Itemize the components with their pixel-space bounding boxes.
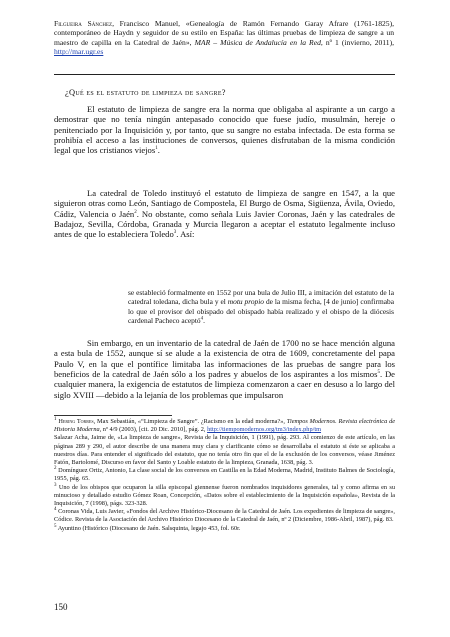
header-issue: , nº 1 (invierno, 2011),	[320, 37, 395, 47]
footnote-3-number: 3	[54, 482, 57, 488]
header-citation: , Francisco Manuel, «Genealogía de Ramón Fernando Garay Afrare (1761-1825), contemporáneo de Haydn y seguidor de su estilo en España: las últimas pruebas de limpieza de sangre a un maestro de capilla en la Catedral de Jaén»,	[54, 19, 395, 47]
quote-text-c: .	[203, 315, 205, 325]
paragraph-2	[54, 188, 395, 240]
paragraph-3-text: Sin embargo, en un inventario de la catedral de Jaén de 1700 no se hace mención alguna a esta bula de 1552, aunque sí se alude a la existencia de otra de 1609, concretamente del papa Paulo V, en la que el pontífice limitaba las informaciones de las pruebas de sangre para los beneficios de la catedral de Jaén sólo a los padres y abuelos de los aspirantes a los mismos	[54, 338, 395, 380]
footnote-2-text: Domínguez Ortiz, Antonio, La clase social de los conversos en Castilla en la Edad Moderna, Madrid, Instituto Balmes de Sociología, 1955, pág. 65.	[54, 467, 395, 483]
footnote-ref-2[interactable]: 2	[134, 209, 137, 215]
quote-text-a: se estableció formalmente en 1552 por una bula de Julio III, a imitación del estatuto de la catedral toledana, dicha bula y el	[128, 288, 394, 307]
paragraph-3	[54, 338, 395, 400]
footnote-1-journal: Tiempos Modernos. Revista electrónica de Historia Moderna	[54, 418, 396, 434]
citation-header	[54, 19, 394, 57]
paragraph-3-text-b: . De cualquier manera, la exigencia de estatutos de limpieza comenzaron a caer en desuso a lo largo del siglo XVIII —debido a la lejanía de los problemas que impulsaron	[54, 369, 395, 400]
paragraph-2-text-b: . No obstante, como señala Luis Javier Coronas, Jaén y las catedrales de Badajoz, Sevilla, Córdoba, Granada y Murcia llegaron a aceptar el estatuto legalmente incluso antes de que lo estableciera Toledo	[54, 208, 395, 240]
footnote-3	[54, 484, 395, 509]
quote-text-b: de la misma fecha, [4 de junio] confirmaba lo que el provisor del obispado del obispado había realizado y el obispo de la diócesis cardenal Pacheco aceptó	[128, 297, 394, 325]
section-title: ¿Qué es el estatuto de limpieza de sangre?	[65, 88, 226, 97]
page-number: 150	[54, 602, 68, 612]
footnote-ref-1[interactable]: 1	[155, 146, 158, 152]
footnote-rule	[54, 415, 172, 416]
header-author: Filgueira Sánchez	[54, 19, 113, 28]
footnote-4-text: Coronas Vida, Luis Javier, «Fondos del Archivo Histórico-Diocesano de la Catedral de Jaén. Los expedientes de limpieza de sangre», Códice. Revista de la Asociación del Archivo Histórico Diocesano de la Catedral de Jaén, nº 2 (Diciembre, 1986-Abril, 1987), pág. 83.	[54, 508, 395, 524]
footnote-2	[54, 467, 395, 483]
paragraph-2-text: La catedral de Toledo instituyó el estatuto de limpieza de sangre en 1547, a la que siguieron otras como León, Santiago de Compostela, El Burgo de Osma, Sigüenza, Ávila, Oviedo, Cádiz, Valencia o Jaén	[54, 188, 395, 219]
footnote-1b: Salazar Acha, Jaime de, «La limpieza de sangre», Revista de la Inquisición, 1 (1991), pág. 293. Al comienzo de este artículo, en las páginas 289 y 290, el autor describe de una manera muy clara y clarificante cómo se desarrollaba el estatuto si éste se aplicaba a nuestros días. Para entender el significado del estatuto, que no tenía otro fin que el de la exclusión de los conversos, véase Jiménez Fatón, Bartolomé, Discurso en favor del Santo y Loable estatuto de la limpieza, Granada, 1638, pág. 3.	[54, 434, 395, 467]
quote-italic: motu propio	[227, 297, 264, 307]
footnote-1-text-2: , nº 4/9 (2003), [cit. 20 Dic. 2010], pág. 2,	[99, 426, 208, 434]
footnote-ref-3[interactable]: 3	[173, 230, 177, 236]
footnote-5-number: 5	[54, 523, 57, 529]
paragraph-1-text: El estatuto de limpieza de sangre era la norma que obligaba al aspirante a un cargo a demostrar que no tenía ningún antepasado conocido que fuese judío, musulmán, hereje o penitenciado por la Inquisición y, por tanto, que su sangre no estaba infectada. De esta forma se prohibía el acceso a las instituciones de conversos, quienes disfrutaban de la misma condición legal que los cristianos viejos	[54, 104, 395, 156]
block-quote	[128, 288, 394, 325]
paragraph-2-text-c: . Así:	[176, 229, 195, 240]
header-link[interactable]: http://mar.ugr.es	[54, 47, 104, 57]
footnote-3-text: Uno de los obispos que ocuparon la silla episcopal giennense fueron nombrados inquisidores generales, tal y como afirma en su minucioso y detallado estudio Gómez Roan, Concepción, «Datos sobre el establecimiento de la Inquisición española», Revista de la Inquisición, 7 (1998), págs. 323-328.	[54, 483, 396, 508]
footnotes	[54, 418, 395, 533]
footnote-5	[54, 525, 395, 533]
footnote-1-text: , Max Sebastián, «“Limpieza de Sangre”. ¿Racismo en la edad moderna?»,	[93, 418, 287, 425]
footnote-1-author: Hering Torres	[58, 418, 94, 425]
footnote-1-link[interactable]: http://tiempomodernos.org/tm3/index.php/tm	[207, 426, 322, 434]
header-rule	[54, 74, 395, 75]
header-journal: MAR – Música de Andalucía en la Red	[194, 37, 321, 47]
footnote-1	[54, 418, 395, 434]
paragraph-1: El estatuto de limpieza de sangre era la norma que obligaba al aspirante a un cargo a demostrar que no tenía ningún antepasado conocido que fuese judío, musulmán, hereje o penitenciado por la Inquisición y, por tanto, que su sangre no estaba infectada. De esta forma se prohibía el acceso a las instituciones de conversos, quienes disfrutaban de la misma condición legal que los cristianos viejos$^1$.	[54, 104, 395, 156]
footnote-ref-5[interactable]: 5	[377, 370, 380, 376]
footnote-4-number: 4	[54, 507, 57, 513]
footnote-1-number: 1	[54, 416, 57, 422]
footnote-ref-4[interactable]: 4	[200, 316, 204, 322]
footnote-4	[54, 508, 395, 524]
footnote-5-text: Ayuntino (Histórico (Diocesano de Jaén. Salsquinta, legajo 453, fol. 60r.	[57, 524, 241, 532]
footnote-2-number: 2	[54, 466, 57, 472]
